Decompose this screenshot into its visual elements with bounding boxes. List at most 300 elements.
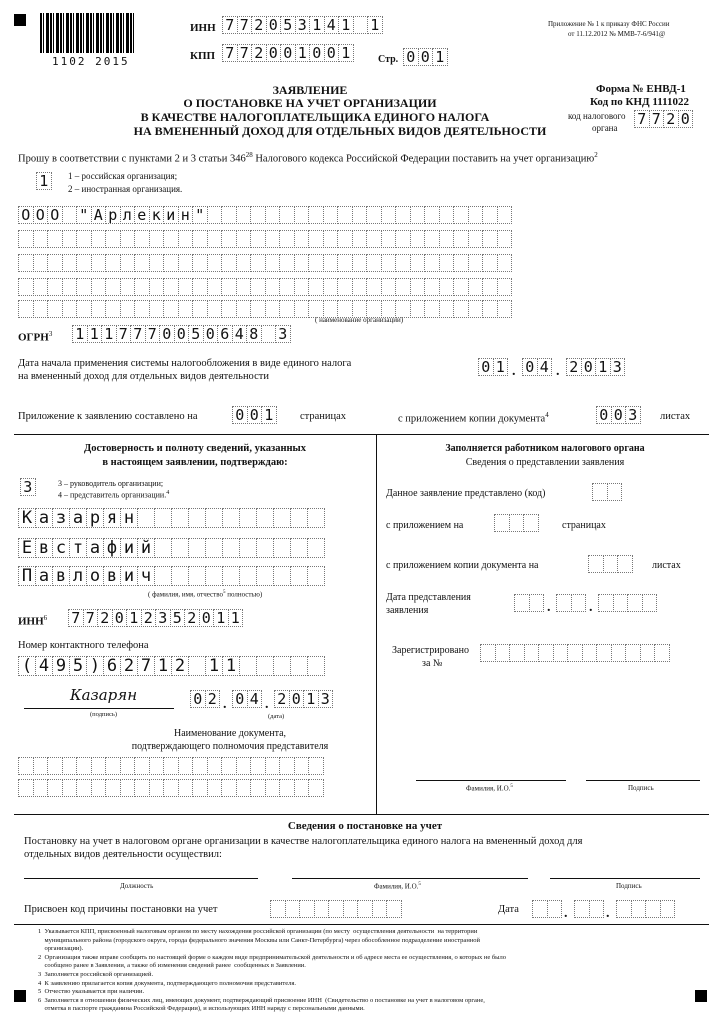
char-cell <box>18 779 34 797</box>
appendix-pages-cells[interactable] <box>232 406 276 424</box>
ogrn-label <box>18 330 52 344</box>
char-cell <box>250 278 266 296</box>
surname-cells[interactable] <box>18 508 324 528</box>
char-cell <box>265 779 281 797</box>
char-cell <box>497 206 513 224</box>
char-cell <box>453 278 469 296</box>
char-cell: 3 <box>295 16 311 34</box>
char-cell <box>395 254 411 272</box>
kpp-label: КПП <box>190 50 216 62</box>
char-cell <box>424 206 440 224</box>
char-cell: 0 <box>522 358 538 376</box>
char-cell <box>178 254 194 272</box>
char-cell: а <box>86 538 104 558</box>
sign-date-day[interactable] <box>190 690 219 708</box>
char-cell: К <box>18 508 36 528</box>
char-cell <box>294 300 310 318</box>
char-cell <box>547 900 563 918</box>
char-cell: 7 <box>237 44 253 62</box>
fio-caption <box>148 590 262 598</box>
char-cell <box>482 278 498 296</box>
char-cell: 1 <box>154 656 172 676</box>
char-cell: й <box>137 538 155 558</box>
char-cell <box>120 757 136 775</box>
char-cell <box>279 254 295 272</box>
char-cell <box>497 278 513 296</box>
char-cell <box>192 300 208 318</box>
copies-cells[interactable] <box>596 406 640 424</box>
right-sign-caption: Подпись <box>628 784 654 792</box>
char-cell <box>571 594 587 612</box>
char-cell <box>221 230 237 248</box>
ogrn-cells[interactable] <box>72 325 290 343</box>
doc-label-1: Наименование документа, <box>173 728 287 739</box>
char-cell <box>366 206 382 224</box>
char-cell <box>188 656 206 676</box>
char-cell: 5 <box>170 609 186 627</box>
char-cell <box>453 300 469 318</box>
char-cell <box>509 514 525 532</box>
char-cell <box>207 757 223 775</box>
char-cell: 1 <box>303 690 319 708</box>
right-fio-caption <box>466 784 513 792</box>
title-line-2: О ПОСТАНОВКЕ НА УЧЕТ ОРГАНИЗАЦИИ <box>183 96 437 110</box>
char-cell <box>222 538 240 558</box>
char-cell <box>482 230 498 248</box>
inn-label: ИНН <box>190 22 216 34</box>
sheets-word: листах <box>660 411 691 422</box>
char-cell <box>453 230 469 248</box>
char-cell <box>523 514 539 532</box>
char-cell <box>171 508 189 528</box>
char-cell: 2 <box>97 609 113 627</box>
char-cell <box>18 757 34 775</box>
page-label: Стр. <box>378 54 399 65</box>
char-cell <box>279 300 295 318</box>
char-cell <box>33 278 49 296</box>
right-fio-caption-text: Фамилия, И.О. <box>466 784 511 793</box>
char-cell: 1 <box>432 48 448 66</box>
char-cell <box>76 757 92 775</box>
char-cell <box>205 566 223 586</box>
char-cell: а <box>35 566 53 586</box>
char-cell: 1 <box>338 16 354 34</box>
char-cell <box>307 538 325 558</box>
org-name-row-3[interactable] <box>18 254 511 272</box>
with-attachment-label: с приложением на <box>386 520 464 531</box>
corner-marker-tl <box>14 14 26 26</box>
char-cell: 1 <box>493 358 509 376</box>
org-name-row-2[interactable] <box>18 230 511 248</box>
char-cell <box>62 254 78 272</box>
char-cell <box>134 254 150 272</box>
char-cell <box>307 656 325 676</box>
char-cell <box>290 566 308 586</box>
start-date-sep-2: . <box>556 364 560 379</box>
char-cell: 7 <box>83 609 99 627</box>
bottom-text-2: отдельных видов деятельности осуществил: <box>24 849 222 860</box>
char-cell <box>250 757 266 775</box>
char-cell <box>134 230 150 248</box>
footnote-line: 3 Заполняется российской организацией. <box>38 970 154 978</box>
char-cell: 1 <box>36 172 52 190</box>
char-cell <box>372 900 388 918</box>
submit-date-day[interactable] <box>514 594 543 612</box>
char-cell <box>91 757 107 775</box>
char-cell <box>553 644 569 662</box>
char-cell <box>137 508 155 528</box>
char-cell <box>381 230 397 248</box>
char-cell <box>33 779 49 797</box>
char-cell: П <box>18 566 36 586</box>
char-cell <box>221 278 237 296</box>
char-cell <box>410 278 426 296</box>
char-cell <box>308 757 324 775</box>
char-cell: 0 <box>581 358 597 376</box>
char-cell <box>642 594 658 612</box>
bottom-date-label: Дата <box>498 904 519 915</box>
char-cell <box>178 300 194 318</box>
char-cell: 0 <box>266 16 282 34</box>
footnote-line: 2 Организация также вправе сообщить по настоящей форме о каждом виде предпринимательской деятельности и об адресе места ее осуществления, о которых не было <box>38 953 507 961</box>
right-heading-2: Сведения о представлении заявления <box>465 457 625 468</box>
char-cell <box>468 206 484 224</box>
char-cell <box>607 483 623 501</box>
char-cell: 2 <box>566 358 582 376</box>
char-cell: 7 <box>222 16 238 34</box>
appendix-pages-word: страницах <box>300 411 347 422</box>
char-cell: 3 <box>20 478 36 496</box>
bottom-fio-sup: 5 <box>418 882 421 887</box>
char-cell: р <box>86 508 104 528</box>
char-cell <box>556 594 572 612</box>
char-cell: 7 <box>130 325 146 343</box>
submit-date-sep-2: . <box>589 600 593 615</box>
char-cell <box>497 254 513 272</box>
char-cell <box>91 300 107 318</box>
request-sup-a: 28 <box>245 151 253 159</box>
char-cell <box>222 566 240 586</box>
char-cell: и <box>120 566 138 586</box>
char-cell <box>616 900 632 918</box>
appendix-note-1: Приложение № 1 к приказу ФНС России <box>548 20 670 28</box>
right-fio-sup: 5 <box>510 784 513 789</box>
right-fio-line <box>416 780 566 781</box>
char-cell: 3 <box>318 690 334 708</box>
char-cell <box>468 254 484 272</box>
char-cell: ф <box>103 538 121 558</box>
left-inn-label-text: ИНН <box>18 615 44 628</box>
org-name-row-4[interactable] <box>18 278 511 296</box>
fio-caption-text: ( фамилия, имя, отчество <box>148 590 223 599</box>
bottom-text-1: Постановку на учет в налоговом органе организации в качестве налогоплательщика единого налога на вмененный доход для <box>24 836 583 847</box>
bottom-date-month[interactable] <box>574 900 603 918</box>
char-cell: 6 <box>103 656 121 676</box>
tax-code-label-2: органа <box>592 123 618 133</box>
bottom-date-year[interactable] <box>616 900 674 918</box>
char-cell <box>468 300 484 318</box>
char-cell <box>221 757 237 775</box>
char-cell <box>290 508 308 528</box>
char-cell <box>154 508 172 528</box>
submit-date-month[interactable] <box>556 594 585 612</box>
char-cell <box>337 254 353 272</box>
char-cell <box>120 779 136 797</box>
barcode-number: 1102 2015 <box>52 55 130 68</box>
first-name-cells[interactable] <box>18 538 324 558</box>
char-cell <box>410 206 426 224</box>
char-cell <box>273 566 291 586</box>
copies-sup: 4 <box>545 411 549 419</box>
start-date-label-2: на вмененный доход для отдельных видов деятельности <box>18 371 269 382</box>
char-cell: 2 <box>141 609 157 627</box>
char-cell: 7 <box>137 656 155 676</box>
copies-label-text: с приложением копии документа <box>398 413 546 425</box>
form-label: Форма № ЕНВД-1 <box>596 83 686 95</box>
char-cell: 0 <box>199 609 215 627</box>
submit-date-year[interactable] <box>598 594 656 612</box>
start-date-label-1: Дата начала применения системы налогообложения в виде единого налога <box>18 358 352 369</box>
sign-date-year[interactable] <box>274 690 332 708</box>
char-cell <box>236 278 252 296</box>
char-cell: 0 <box>174 325 190 343</box>
char-cell <box>337 230 353 248</box>
char-cell <box>207 300 223 318</box>
char-cell: в <box>35 538 53 558</box>
char-cell: 1 <box>101 325 117 343</box>
char-cell: " <box>192 206 208 224</box>
bottom-kpp-label: Присвоен код причины постановки на учет <box>24 904 218 915</box>
char-cell <box>171 566 189 586</box>
char-cell <box>33 757 49 775</box>
signer-option-1: 3 – руководитель организации; <box>58 479 164 488</box>
char-cell <box>236 300 252 318</box>
registered-label-1: Зарегистрировано <box>392 645 470 656</box>
char-cell <box>91 779 107 797</box>
doc-name-row-1[interactable] <box>18 757 323 775</box>
attachment-pages-cells[interactable] <box>494 514 538 532</box>
footnote-line: 5 Отчество указывается при наличии. <box>38 988 145 996</box>
char-cell <box>47 230 63 248</box>
char-cell <box>18 278 34 296</box>
char-cell <box>596 644 612 662</box>
char-cell: 0 <box>112 609 128 627</box>
start-date-year[interactable] <box>566 358 624 376</box>
char-cell <box>47 278 63 296</box>
char-cell <box>149 254 165 272</box>
char-cell <box>337 278 353 296</box>
start-date-day[interactable] <box>478 358 507 376</box>
footnote-line: организации). <box>38 945 84 953</box>
char-cell <box>381 206 397 224</box>
char-cell <box>192 757 208 775</box>
position-caption: Должность <box>120 882 154 890</box>
char-cell <box>207 278 223 296</box>
char-cell <box>250 230 266 248</box>
char-cell: 2 <box>205 690 221 708</box>
char-cell: 7 <box>237 16 253 34</box>
bottom-sign-caption: Подпись <box>616 882 642 890</box>
bottom-fio-caption <box>374 882 421 890</box>
char-cell <box>250 254 266 272</box>
with-copies-label: с приложением копии документа на <box>386 560 539 571</box>
char-cell <box>273 656 291 676</box>
char-cell <box>631 900 647 918</box>
org-type-cell[interactable] <box>36 172 51 190</box>
start-date-month[interactable] <box>522 358 551 376</box>
char-cell: 6 <box>217 325 233 343</box>
org-name-row-5[interactable] <box>18 300 511 318</box>
title-line-1: ЗАЯВЛЕНИЕ <box>272 83 348 97</box>
char-cell <box>62 757 78 775</box>
org-name-row-1[interactable] <box>18 206 511 224</box>
char-cell <box>395 230 411 248</box>
char-cell: 4 <box>35 656 53 676</box>
char-cell <box>366 254 382 272</box>
footnote-line: 4 К заявлению прилагается копия документа, подтверждающего полномочия представителя. <box>38 979 296 987</box>
char-cell <box>265 230 281 248</box>
doc-name-row-2[interactable] <box>18 779 323 797</box>
char-cell <box>149 300 165 318</box>
char-cell <box>509 644 525 662</box>
char-cell <box>439 278 455 296</box>
char-cell: е <box>134 206 150 224</box>
signature-caption: (подпись) <box>90 711 117 718</box>
char-cell: 0 <box>232 690 248 708</box>
char-cell: 0 <box>403 48 419 66</box>
char-cell <box>236 757 252 775</box>
org-name-caption: ( наименование организации) <box>315 316 404 324</box>
char-cell <box>352 278 368 296</box>
fio-caption-end: полностью) <box>227 590 263 599</box>
footnote-line: сообщено ранее в Заявлении, а также об изменения сведений ранее сообщенных в Заявлении. <box>38 962 306 970</box>
char-cell <box>337 206 353 224</box>
char-cell <box>538 644 554 662</box>
char-cell <box>480 644 496 662</box>
char-cell: 7 <box>634 110 650 128</box>
char-cell <box>236 254 252 272</box>
left-inn-sup: 6 <box>43 614 48 622</box>
submitted-label: Данное заявление представлено (код) <box>386 488 546 499</box>
char-cell <box>307 508 325 528</box>
char-cell: и <box>163 206 179 224</box>
char-cell <box>625 644 641 662</box>
char-cell: 3 <box>610 358 626 376</box>
char-cell <box>589 900 605 918</box>
char-cell: 1 <box>261 406 277 424</box>
char-cell: 0 <box>266 44 282 62</box>
char-cell <box>221 206 237 224</box>
char-cell <box>239 538 257 558</box>
char-cell <box>256 538 274 558</box>
char-cell: 3 <box>155 609 171 627</box>
char-cell <box>410 254 426 272</box>
char-cell <box>279 278 295 296</box>
char-cell <box>424 230 440 248</box>
char-cell <box>149 278 165 296</box>
char-cell <box>314 900 330 918</box>
char-cell <box>250 206 266 224</box>
char-cell: 1 <box>222 656 240 676</box>
date-caption: (дата) <box>268 713 285 720</box>
char-cell <box>514 594 530 612</box>
sign-date-sep-2: . <box>265 697 269 712</box>
char-cell: 0 <box>247 406 263 424</box>
char-cell <box>33 254 49 272</box>
doc-label-2: подтверждающего полномочия представителя <box>131 741 329 752</box>
char-cell <box>192 230 208 248</box>
char-cell <box>645 900 661 918</box>
bottom-kpp-cells[interactable] <box>270 900 401 918</box>
tax-code-cells <box>634 110 692 128</box>
char-cell <box>279 206 295 224</box>
char-cell <box>265 206 281 224</box>
char-cell <box>323 230 339 248</box>
patronymic-cells[interactable] <box>18 566 324 586</box>
char-cell <box>47 757 63 775</box>
char-cell <box>617 555 633 573</box>
header-kpp-cells <box>222 44 353 62</box>
char-cell: 1 <box>72 325 88 343</box>
char-cell <box>294 230 310 248</box>
char-cell <box>343 900 359 918</box>
sign-date-month[interactable] <box>232 690 261 708</box>
left-heading-2: в настоящем заявлении, подтверждаю: <box>102 457 288 468</box>
char-cell: А <box>91 206 107 224</box>
char-cell <box>395 206 411 224</box>
char-cell <box>524 644 540 662</box>
char-cell: а <box>69 508 87 528</box>
char-cell <box>352 230 368 248</box>
char-cell: 0 <box>232 406 248 424</box>
char-cell <box>33 300 49 318</box>
char-cell <box>308 779 324 797</box>
char-cell: 1 <box>126 609 142 627</box>
phone-cells[interactable] <box>18 656 324 676</box>
left-inn-cells[interactable] <box>68 609 242 627</box>
char-cell <box>308 206 324 224</box>
bottom-date-day[interactable] <box>532 900 561 918</box>
char-cell <box>256 566 274 586</box>
copies-sheets-cells[interactable] <box>588 555 632 573</box>
right-sign-line <box>586 780 700 781</box>
registration-number-cells[interactable] <box>480 644 669 662</box>
char-cell: 5 <box>188 325 204 343</box>
char-cell <box>134 757 150 775</box>
char-cell: к <box>149 206 165 224</box>
char-cell: 2 <box>663 110 679 128</box>
signer-type-cell[interactable] <box>20 478 35 496</box>
char-cell <box>221 300 237 318</box>
char-cell: О <box>47 206 63 224</box>
char-cell <box>357 900 373 918</box>
char-cell <box>105 230 121 248</box>
char-cell <box>482 300 498 318</box>
signer-option-2-sup: 4 <box>166 490 170 496</box>
char-cell <box>482 254 498 272</box>
submitted-code-cells[interactable] <box>592 483 621 501</box>
char-cell: в <box>52 566 70 586</box>
char-cell <box>265 278 281 296</box>
char-cell <box>588 555 604 573</box>
char-cell: р <box>105 206 121 224</box>
org-type-option-1: 1 – российская организация; <box>68 171 178 181</box>
char-cell <box>207 206 223 224</box>
right-heading-1: Заполняется работником налогового органа <box>445 443 645 454</box>
char-cell: 4 <box>232 325 248 343</box>
char-cell <box>120 230 136 248</box>
signature-line <box>24 708 174 709</box>
